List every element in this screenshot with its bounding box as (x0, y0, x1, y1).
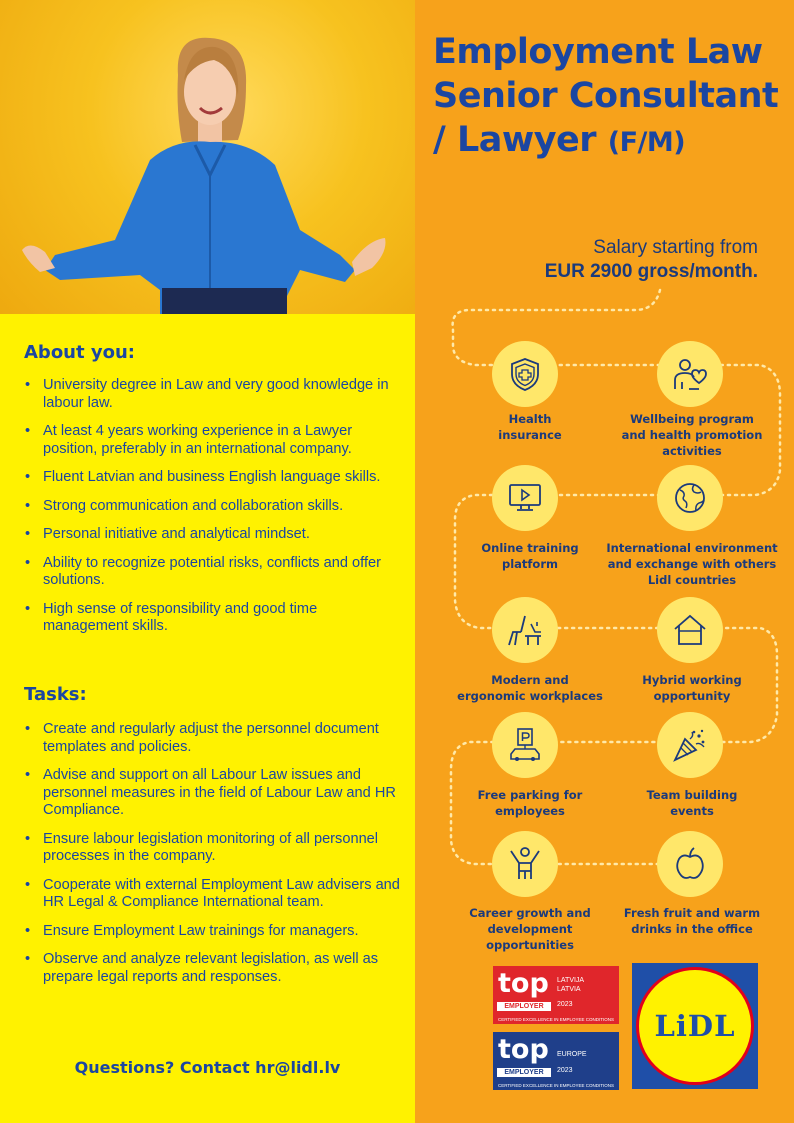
job-title-line-2: Senior Consultant (433, 76, 779, 116)
benefit-label-line: Online training (481, 541, 579, 555)
benefit-label-line: Wellbeing program (630, 412, 754, 426)
task-item: • Create and regularly adjust the personnel document templates and policies. (24, 721, 404, 756)
job-title-line-1: Employment Law (433, 32, 763, 72)
benefit-label-line: opportunities (486, 938, 574, 952)
benefit-career (492, 831, 558, 897)
person-growth-icon (507, 846, 543, 882)
badge-top-word: top (498, 968, 549, 999)
benefit-label-line: Free parking for (477, 788, 583, 802)
benefit-team-building-label (597, 787, 787, 819)
about-title: About you: (24, 342, 135, 363)
monitor-play-icon (507, 480, 543, 516)
benefit-workplace (492, 597, 558, 663)
badge-year: 2023 (557, 1001, 573, 1008)
salary-amount: EUR 2900 gross/month. (544, 261, 758, 282)
benefit-label-line: events (670, 804, 714, 818)
benefit-label-line: Hybrid working (642, 673, 742, 687)
benefit-label-line: ergonomic workplaces (457, 689, 603, 703)
benefit-label-line: drinks in the office (631, 922, 753, 936)
parking-car-icon (507, 727, 543, 763)
benefit-hybrid (657, 597, 723, 663)
about-item: • University degree in Law and very good knowledge in labour law. (24, 377, 404, 412)
benefit-label-line: Team building (646, 788, 738, 802)
lidl-logo (632, 963, 758, 1089)
badge-footer: CERTIFIED EXCELLENCE IN EMPLOYEE CONDITIONS (498, 1017, 614, 1022)
benefit-fruit-label (597, 905, 787, 937)
benefit-online-training (492, 465, 558, 531)
globe-icon (672, 480, 708, 516)
health-shield-icon (507, 356, 543, 392)
benefit-label-line: insurance (498, 428, 562, 442)
benefit-label-line: Lidl countries (647, 573, 737, 587)
benefit-parking (492, 712, 558, 778)
job-title-gender: (F/M) (607, 127, 686, 158)
about-item: • Personal initiative and analytical mindset. (24, 526, 404, 544)
badge-year: 2023 (557, 1067, 573, 1074)
top-employer-europe-badge (493, 1032, 619, 1090)
benefit-label-line: development (487, 922, 573, 936)
benefit-health (492, 341, 558, 407)
tasks-list (24, 721, 404, 997)
benefit-label-line: Modern and (491, 673, 569, 687)
task-item: • Ensure Employment Law trainings for managers. (24, 923, 404, 941)
benefit-label-line: Health (508, 412, 552, 426)
benefit-label-line: employees (495, 804, 565, 818)
about-item: • High sense of responsibility and good time management skills. (24, 601, 404, 636)
salary-label: Salary starting from (593, 237, 758, 258)
badge-employer-word: EMPLOYER (497, 1002, 551, 1011)
benefit-label-line: activities (662, 444, 722, 458)
benefit-international-label (597, 540, 787, 588)
benefit-international (657, 465, 723, 531)
benefit-wellbeing (657, 341, 723, 407)
benefit-team-building (657, 712, 723, 778)
contact-line: Questions? Contact hr@lidl.lv (74, 1058, 341, 1077)
party-popper-icon (672, 727, 708, 763)
job-title-line-3-main: / Lawyer (433, 120, 597, 160)
tasks-title: Tasks: (24, 684, 87, 705)
benefit-label-line: platform (502, 557, 558, 571)
badge-region-line: LATVIJA (557, 977, 585, 984)
lidl-logo-text: LiDL (654, 1009, 736, 1043)
task-item: • Observe and analyze relevant legislation, as well as prepare legal reports and responses. (24, 951, 404, 986)
hero-photo (0, 0, 415, 314)
benefit-wellbeing-label (597, 411, 787, 459)
badge-footer: CERTIFIED EXCELLENCE IN EMPLOYEE CONDITIONS (498, 1083, 614, 1088)
house-icon (672, 612, 708, 648)
badge-region: EUROPE (557, 1051, 587, 1058)
task-item: • Ensure labour legislation monitoring of all personnel processes in the company. (24, 831, 404, 866)
benefit-label-line: Fresh fruit and warm (623, 906, 761, 920)
benefit-label-line: International environment (606, 541, 778, 555)
badge-top-word: top (498, 1034, 549, 1065)
desk-chair-icon (507, 612, 543, 648)
top-employer-latvia-badge (493, 966, 619, 1024)
task-item: • Advise and support on all Labour Law issues and personnel measures in the field of Labour Law and HR Compliance. (24, 767, 404, 820)
badge-region (557, 976, 615, 994)
benefit-label-line: and health promotion (621, 428, 763, 442)
badge-employer-word: EMPLOYER (497, 1068, 551, 1077)
task-item: • Cooperate with external Employment Law advisers and HR Legal & Compliance International team. (24, 877, 404, 912)
benefit-hybrid-label (597, 672, 787, 704)
woman-photo-illustration (0, 0, 415, 314)
benefits-dotted-path (415, 0, 794, 980)
benefit-label-line: opportunity (653, 689, 731, 703)
about-item: • Ability to recognize potential risks, conflicts and offer solutions. (24, 555, 404, 590)
benefit-fruit (657, 831, 723, 897)
about-item: • Strong communication and collaboration skills. (24, 498, 404, 516)
apple-icon (672, 846, 708, 882)
wellbeing-person-heart-icon (672, 356, 708, 392)
badge-region-line: LATVIA (557, 986, 581, 993)
about-item: • At least 4 years working experience in a Lawyer position, preferably in an international company. (24, 423, 404, 458)
about-item: • Fluent Latvian and business English language skills. (24, 469, 404, 487)
about-list (24, 377, 404, 647)
benefit-label-line: Career growth and (469, 906, 591, 920)
benefit-label-line: and exchange with others (607, 557, 777, 571)
